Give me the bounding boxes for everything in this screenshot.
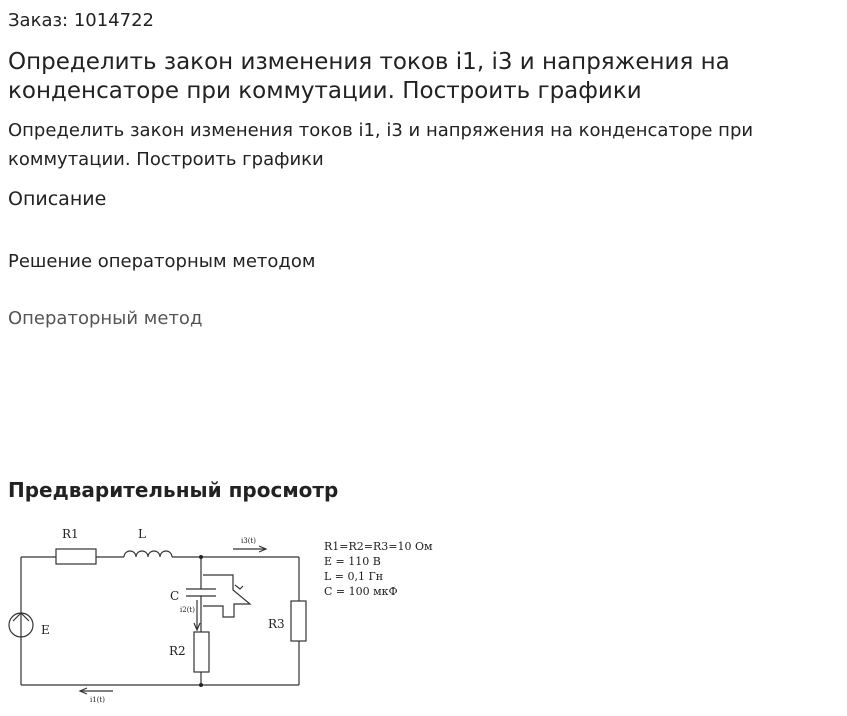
operator-method-link[interactable]: Операторный метод xyxy=(8,308,203,329)
param-capacitance: C = 100 мкФ xyxy=(324,585,398,598)
label-i3: i3(t) xyxy=(241,537,256,545)
page-title: Определить закон изменения токов i1, i3 и напряжения на конденсаторе при коммутации. Построить графики xyxy=(8,49,730,104)
task-description: Определить закон изменения токов i1, i3 и напряжения на конденсаторе при коммутации. Построить графики xyxy=(8,120,754,170)
label-i2: i2(t) xyxy=(180,606,195,614)
resistor-r3 xyxy=(291,601,306,641)
node-bottom xyxy=(199,683,203,687)
preview-heading: Предварительный просмотр xyxy=(8,478,339,502)
param-inductance: L = 0,1 Гн xyxy=(324,570,384,583)
label-r2: R2 xyxy=(169,644,186,658)
resistor-r1 xyxy=(56,549,96,564)
param-emf: E = 110 В xyxy=(324,555,381,568)
inductor-l xyxy=(124,551,172,557)
order-number: Заказ: 1014722 xyxy=(8,10,154,31)
label-r1: R1 xyxy=(62,527,79,541)
circuit-diagram xyxy=(0,520,440,710)
label-i1: i1(t) xyxy=(90,696,105,704)
description-heading: Описание xyxy=(8,188,107,210)
resistor-r2 xyxy=(194,632,209,672)
label-c: C xyxy=(170,589,180,603)
node-top xyxy=(199,555,203,559)
label-r3: R3 xyxy=(268,617,285,631)
label-e: E xyxy=(41,623,50,637)
param-resistors: R1=R2=R3=10 Ом xyxy=(324,540,433,553)
solution-text: Решение операторным методом xyxy=(8,251,316,272)
label-l: L xyxy=(138,527,146,541)
